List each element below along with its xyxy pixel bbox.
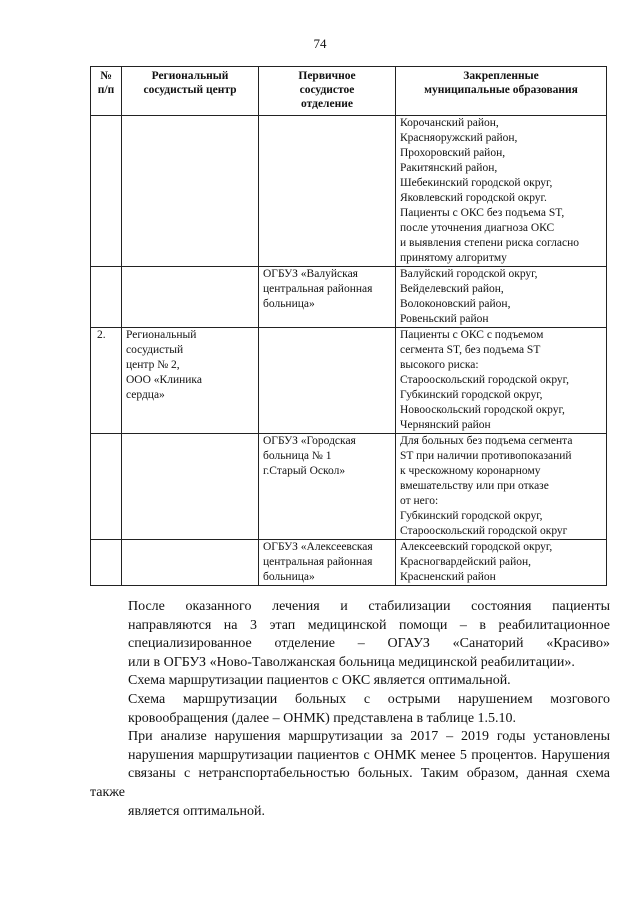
paragraph-onmk-scheme: Схема маршрутизации больных с острыми нарушением мозгового кровообращения (далее – ОНМК) представлена в таблице 1.5.10. — [128, 691, 610, 726]
routing-table — [90, 66, 607, 586]
cell-department: ОГБУЗ «Алексеевская центральная районная больница» — [259, 540, 396, 586]
cell-num — [91, 434, 122, 540]
cell-num — [91, 540, 122, 586]
paragraph-violations: При анализе нарушения маршрутизации за 2017 – 2019 годы установлены нарушения маршрутизации пациентов с ОНМК менее 5 процентов. Нарушения связаны с нетранспортабельностью больных. Таким образом, данная схема также является оптимальной. — [90, 729, 610, 819]
header-num: № п/п — [91, 67, 122, 116]
table-row — [91, 267, 607, 328]
cell-num: 2. — [91, 328, 122, 434]
header-primary-department: Первичное сосудистое отделение — [259, 67, 396, 116]
paragraph-oks-scheme: Схема маршрутизации пациентов с ОКС является оптимальной. — [128, 673, 511, 689]
table-row — [91, 116, 607, 267]
table-header-row — [91, 67, 607, 116]
cell-num — [91, 116, 122, 267]
paragraph-rehabilitation: После оказанного лечения и стабилизации состояния пациенты направляются на 3 этап медицинской помощи – в реабилитационное специализированное отделение – ОГАУЗ «Санаторий «Красиво» или в ОГБУЗ «Ново-Таволжанская больница медицинской реабилитации». — [128, 599, 610, 670]
cell-center — [122, 116, 259, 267]
cell-municipalities: Пациенты с ОКС с подъемом сегмента ST, без подъема ST высокого риска: Старооскольский городской округ, Губкинский городской округ, Новооскольский городской округ, Чернянский район — [396, 328, 607, 434]
cell-center — [122, 434, 259, 540]
header-municipalities: Закрепленные муниципальные образования — [396, 67, 607, 116]
cell-center: Региональный сосудистый центр № 2, ООО «Клиника сердца» — [122, 328, 259, 434]
cell-department — [259, 116, 396, 267]
cell-municipalities: Алексеевский городской округ, Красногвардейский район, Красненский район — [396, 540, 607, 586]
cell-municipalities: Для больных без подъема сегмента ST при наличии противопоказаний к чрескожному коронарному вмешательству или при отказе от него: Губкинский городской округ, Старооскольский городской округ — [396, 434, 607, 540]
cell-department — [259, 328, 396, 434]
cell-center — [122, 267, 259, 328]
header-regional-center: Региональный сосудистый центр — [122, 67, 259, 116]
table-row — [91, 434, 607, 540]
page-number: 74 — [313, 36, 327, 51]
cell-municipalities: Валуйский городской округ, Вейделевский район, Волоконовский район, Ровеньский район — [396, 267, 607, 328]
cell-department: ОГБУЗ «Валуйская центральная районная больница» — [259, 267, 396, 328]
cell-num — [91, 267, 122, 328]
cell-department: ОГБУЗ «Городская больница № 1 г.Старый Оскол» — [259, 434, 396, 540]
table-row — [91, 328, 607, 434]
cell-municipalities: Корочанский район, Красняоружский район, Прохоровский район, Ракитянский район, Шебекинский городской округ, Яковлевский городской округ. Пациенты с ОКС без подъема ST, после уточнения диагноза ОКС и выявления степени риска согласно принятому алгоритму — [396, 116, 607, 267]
body-text — [90, 598, 610, 821]
table-row — [91, 540, 607, 586]
cell-center — [122, 540, 259, 586]
